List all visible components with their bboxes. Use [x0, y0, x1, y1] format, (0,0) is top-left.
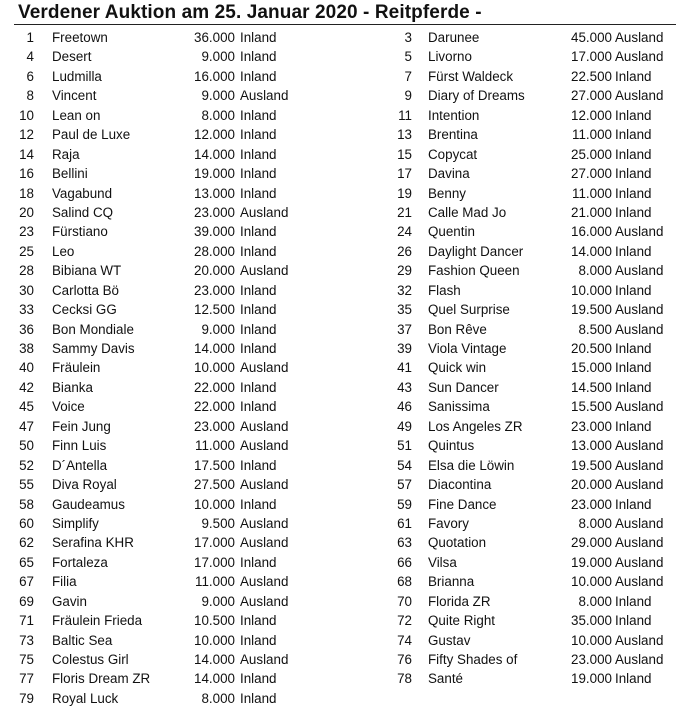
horse-name: Quentin: [428, 224, 475, 240]
horse-name: Bellini: [52, 166, 88, 182]
horse-name: Davina: [428, 166, 470, 182]
sale-price: 11.000: [195, 574, 235, 590]
lot-number: 6: [26, 68, 34, 84]
sale-price: 12.000: [571, 107, 612, 123]
horse-name: Fürst Waldeck: [428, 68, 514, 84]
destination: Inland: [240, 185, 277, 201]
horse-name: Fräulein: [52, 360, 101, 376]
horse-name: Fashion Queen: [428, 263, 520, 279]
destination: Ausland: [240, 204, 289, 220]
sale-price: 15.000: [571, 360, 612, 376]
lot-number: 69: [19, 593, 34, 609]
destination: Ausland: [615, 399, 664, 415]
lot-number: 38: [19, 341, 34, 356]
destination: Ausland: [615, 224, 664, 240]
sale-price: 21.000: [571, 204, 612, 220]
sale-price: 14.000: [194, 671, 235, 687]
horse-name: Vincent: [52, 88, 97, 104]
horse-name: Salind CQ: [52, 204, 114, 220]
destination: Inland: [240, 146, 277, 162]
lot-number: 15: [397, 146, 412, 162]
lot-number: 35: [397, 302, 412, 318]
destination: Inland: [240, 127, 277, 143]
sale-price: 9.000: [201, 321, 235, 337]
destination: Inland: [615, 282, 652, 298]
horse-name: Baltic Sea: [52, 632, 113, 648]
sale-price: 11.000: [572, 127, 612, 143]
destination: Inland: [240, 457, 277, 473]
lot-number: 63: [397, 535, 412, 551]
destination: Inland: [240, 613, 277, 629]
sale-price: 10.000: [194, 360, 235, 376]
horse-name: Floris Dream ZR: [52, 671, 151, 687]
horse-name: Raja: [52, 146, 80, 162]
lot-number: 12: [19, 127, 34, 143]
horse-name: Santé: [428, 671, 463, 687]
sale-price: 23.000: [194, 418, 235, 434]
sale-price: 12.000: [194, 127, 235, 143]
horse-name: Quel Surprise: [428, 302, 510, 318]
destination: Inland: [240, 68, 277, 84]
lot-number: 5: [404, 49, 412, 65]
lot-number: 62: [19, 535, 34, 551]
horse-name: Intention: [428, 107, 480, 123]
horse-name: Finn Luis: [52, 438, 107, 454]
lot-number: 21: [397, 204, 412, 220]
destination: Ausland: [615, 574, 664, 590]
horse-name: Viola Vintage: [428, 341, 507, 356]
sale-price: 20.500: [571, 341, 612, 356]
lot-number: 29: [397, 263, 412, 279]
horse-name: Ludmilla: [52, 68, 102, 84]
destination: Inland: [240, 224, 277, 240]
lot-number: 73: [19, 632, 34, 648]
sale-price: 19.000: [571, 671, 612, 687]
sale-price: 17.500: [194, 457, 235, 473]
horse-name: Diva Royal: [52, 477, 117, 493]
horse-name: Sun Dancer: [428, 379, 499, 395]
lot-number: 14: [19, 146, 34, 162]
destination: Inland: [615, 107, 652, 123]
sale-price: 14.000: [194, 652, 235, 667]
sale-price: 12.500: [194, 302, 235, 318]
sale-price: 10.500: [194, 613, 235, 629]
destination: Inland: [615, 185, 652, 201]
sale-price: 23.000: [571, 652, 612, 667]
title-underline: [14, 24, 676, 25]
destination: Inland: [240, 321, 277, 337]
destination: Inland: [615, 204, 652, 220]
horse-name: Bon Rêve: [428, 321, 487, 337]
destination: Inland: [240, 302, 277, 318]
lot-number: 54: [397, 457, 412, 473]
sale-price: 14.000: [194, 146, 235, 162]
horse-name: Desert: [52, 49, 92, 65]
destination: Inland: [240, 243, 277, 259]
horse-name: Quite Right: [428, 613, 495, 629]
lot-number: 1: [26, 30, 34, 45]
lot-number: 16: [19, 166, 34, 182]
destination: Inland: [240, 49, 277, 65]
destination: Ausland: [240, 593, 289, 609]
sale-price: 23.000: [571, 418, 612, 434]
destination: Inland: [615, 166, 652, 182]
destination: Inland: [615, 379, 652, 395]
sale-price: 10.000: [194, 632, 235, 648]
horse-name: Quotation: [428, 535, 487, 551]
sale-price: 22.500: [571, 68, 612, 84]
sale-price: 16.000: [571, 224, 612, 240]
destination: Ausland: [240, 515, 289, 531]
lot-number: 65: [19, 554, 34, 570]
destination: Ausland: [615, 477, 664, 493]
horse-name: Bon Mondiale: [52, 321, 134, 337]
sale-price: 27.500: [194, 477, 235, 493]
destination: Inland: [615, 496, 652, 512]
sale-price: 10.000: [571, 632, 612, 648]
destination: Ausland: [615, 535, 664, 551]
sale-price: 11.000: [572, 185, 612, 201]
sale-price: 23.000: [194, 204, 235, 220]
sale-price: 19.500: [571, 302, 612, 318]
destination: Ausland: [240, 438, 289, 454]
horse-name: Royal Luck: [52, 690, 119, 706]
lot-number: 26: [397, 243, 412, 259]
lot-number: 7: [404, 68, 412, 84]
lot-number: 47: [19, 418, 34, 434]
horse-name: Fürstiano: [52, 224, 108, 240]
sale-price: 17.000: [571, 49, 612, 65]
destination: Ausland: [615, 515, 664, 531]
horse-name: Flash: [428, 282, 461, 298]
sale-price: 9.500: [201, 515, 235, 531]
horse-name: Vagabund: [52, 185, 113, 201]
horse-name: Livorno: [428, 49, 472, 65]
lot-number: 17: [397, 166, 412, 182]
horse-name: Benny: [428, 185, 466, 201]
sale-price: 36.000: [194, 30, 235, 45]
lot-number: 76: [397, 652, 412, 667]
sale-price: 27.000: [571, 166, 612, 182]
sale-price: 9.000: [201, 593, 235, 609]
destination: Inland: [615, 146, 652, 162]
sale-price: 27.000: [571, 88, 612, 104]
sale-price: 35.000: [571, 613, 612, 629]
lot-number: 39: [397, 341, 412, 356]
destination: Ausland: [240, 360, 289, 376]
lot-number: 9: [404, 88, 412, 104]
destination: Ausland: [240, 263, 289, 279]
lot-number: 20: [19, 204, 34, 220]
horse-name: Daylight Dancer: [428, 243, 524, 259]
destination: Ausland: [240, 574, 289, 590]
horse-name: Freetown: [52, 30, 108, 45]
horse-name: Vilsa: [428, 554, 457, 570]
destination: Inland: [615, 593, 652, 609]
lot-number: 19: [397, 185, 412, 201]
horse-name: Los Angeles ZR: [428, 418, 523, 434]
sale-price: 17.000: [194, 535, 235, 551]
horse-name: Darunee: [428, 30, 480, 45]
destination: Ausland: [615, 263, 664, 279]
lot-number: 33: [19, 302, 34, 318]
sale-price: 15.500: [571, 399, 612, 415]
lot-number: 41: [397, 360, 412, 376]
sale-price: 10.000: [571, 282, 612, 298]
destination: Inland: [240, 107, 277, 123]
sale-price: 20.000: [194, 263, 235, 279]
lot-number: 66: [397, 554, 412, 570]
horse-name: Bibiana WT: [52, 263, 122, 279]
destination: Inland: [615, 613, 652, 629]
sale-price: 25.000: [571, 146, 612, 162]
horse-name: Diacontina: [428, 477, 492, 493]
horse-name: Diary of Dreams: [428, 88, 525, 104]
horse-name: Lean on: [52, 107, 101, 123]
horse-name: Sammy Davis: [52, 341, 135, 356]
destination: Ausland: [615, 554, 664, 570]
lot-number: 18: [19, 185, 34, 201]
lot-number: 42: [19, 379, 34, 395]
sale-price: 8.500: [578, 321, 612, 337]
sale-price: 10.000: [571, 574, 612, 590]
lot-number: 40: [19, 360, 34, 376]
sale-price: 19.000: [571, 554, 612, 570]
sale-price: 45.000: [571, 30, 612, 45]
sale-price: 23.000: [571, 496, 612, 512]
horse-name: Paul de Luxe: [52, 127, 131, 143]
destination: Ausland: [240, 652, 289, 667]
destination: Ausland: [615, 438, 664, 454]
sale-price: 16.000: [194, 68, 235, 84]
lot-number: 72: [397, 613, 412, 629]
lot-number: 70: [397, 593, 412, 609]
destination: Inland: [615, 360, 652, 376]
sale-price: 14.500: [571, 379, 612, 395]
sale-price: 17.000: [194, 554, 235, 570]
lot-number: 4: [26, 49, 34, 65]
horse-name: Gaudeamus: [52, 496, 125, 512]
horse-name: Quintus: [428, 438, 475, 454]
sale-price: 8.000: [578, 263, 612, 279]
destination: Ausland: [240, 88, 289, 104]
horse-name: Filia: [52, 574, 77, 590]
lot-number: 51: [397, 438, 412, 454]
horse-name: Elsa die Löwin: [428, 457, 515, 473]
horse-name: Gustav: [428, 632, 471, 648]
sale-price: 8.000: [201, 107, 235, 123]
lot-number: 78: [397, 671, 412, 687]
horse-name: Simplify: [52, 515, 99, 531]
destination: Inland: [240, 632, 277, 648]
destination: Inland: [615, 671, 652, 687]
destination: Inland: [240, 341, 277, 356]
lot-number: 74: [397, 632, 412, 648]
sale-price: 29.000: [571, 535, 612, 551]
destination: Ausland: [240, 535, 289, 551]
lot-number: 60: [19, 515, 34, 531]
sale-price: 22.000: [194, 399, 235, 415]
horse-name: Fine Dance: [428, 496, 497, 512]
lot-number: 45: [19, 399, 34, 415]
sale-price: 8.000: [201, 690, 235, 706]
lot-number: 79: [19, 690, 34, 706]
horse-name: Gavin: [52, 593, 87, 609]
destination: Ausland: [615, 302, 664, 318]
destination: Inland: [240, 554, 277, 570]
sale-price: 8.000: [578, 593, 612, 609]
sale-price: 13.000: [571, 438, 612, 454]
lot-number: 50: [19, 438, 34, 454]
lot-number: 67: [19, 574, 34, 590]
lot-number: 8: [26, 88, 34, 104]
destination: Ausland: [615, 632, 664, 648]
horse-name: Fräulein Frieda: [52, 613, 143, 629]
lot-number: 10: [19, 107, 34, 123]
page-title: Verdener Auktion am 25. Januar 2020 - Reitpferde -: [18, 2, 482, 23]
sale-price: 20.000: [571, 477, 612, 493]
lot-number: 3: [404, 30, 412, 45]
sale-price: 39.000: [194, 224, 235, 240]
destination: Ausland: [240, 477, 289, 493]
sale-price: 9.000: [201, 49, 235, 65]
horse-name: Calle Mad Jo: [428, 204, 507, 220]
lot-number: 24: [397, 224, 412, 240]
lot-number: 75: [19, 652, 34, 667]
lot-number: 43: [397, 379, 412, 395]
lot-number: 61: [397, 515, 412, 531]
destination: Inland: [240, 690, 277, 706]
lot-number: 13: [397, 127, 412, 143]
lot-number: 52: [19, 457, 34, 473]
sale-price: 19.000: [194, 166, 235, 182]
horse-name: Fein Jung: [52, 418, 111, 434]
destination: Inland: [615, 341, 652, 356]
sale-price: 28.000: [194, 243, 235, 259]
horse-name: Voice: [52, 399, 85, 415]
destination: Ausland: [615, 321, 664, 337]
sale-price: 14.000: [571, 243, 612, 259]
destination: Ausland: [615, 49, 664, 65]
lot-number: 46: [397, 399, 412, 415]
horse-name: Fortaleza: [52, 554, 108, 570]
lot-number: 49: [397, 418, 412, 434]
horse-name: Brianna: [428, 574, 475, 590]
horse-name: D´Antella: [52, 457, 108, 473]
horse-name: Quick win: [428, 360, 487, 376]
horse-name: Brentina: [428, 127, 478, 143]
destination: Inland: [615, 243, 652, 259]
lot-number: 77: [19, 671, 34, 687]
horse-name: Florida ZR: [428, 593, 491, 609]
lot-number: 59: [397, 496, 412, 512]
sale-price: 23.000: [194, 282, 235, 298]
horse-name: Favory: [428, 515, 469, 531]
destination: Inland: [240, 30, 277, 45]
horse-name: Bianka: [52, 379, 93, 395]
destination: Ausland: [615, 30, 664, 45]
sale-price: 22.000: [194, 379, 235, 395]
horse-name: Cecksi GG: [52, 302, 117, 318]
lot-number: 23: [19, 224, 34, 240]
destination: Inland: [240, 399, 277, 415]
horse-name: Copycat: [428, 146, 478, 162]
horse-name: Leo: [52, 243, 75, 259]
horse-name: Serafina KHR: [52, 535, 134, 551]
lot-number: 30: [19, 282, 34, 298]
sale-price: 14.000: [194, 341, 235, 356]
horse-name: Colestus Girl: [52, 652, 129, 667]
lot-number: 37: [397, 321, 412, 337]
lot-number: 71: [19, 613, 34, 629]
destination: Inland: [240, 379, 277, 395]
lot-number: 32: [397, 282, 412, 298]
destination: Inland: [240, 282, 277, 298]
horse-name: Fifty Shades of: [428, 652, 518, 667]
sale-price: 9.000: [201, 88, 235, 104]
destination: Ausland: [615, 652, 664, 667]
destination: Ausland: [615, 88, 664, 104]
lot-number: 58: [19, 496, 34, 512]
destination: Inland: [240, 496, 277, 512]
destination: Inland: [615, 68, 652, 84]
lot-number: 11: [398, 107, 412, 123]
sale-price: 13.000: [194, 185, 235, 201]
destination: Inland: [615, 418, 652, 434]
destination: Inland: [615, 127, 652, 143]
destination: Ausland: [240, 418, 289, 434]
destination: Ausland: [615, 457, 664, 473]
sale-price: 11.000: [195, 438, 235, 454]
lot-number: 68: [397, 574, 412, 590]
lot-number: 25: [19, 243, 34, 259]
lot-number: 36: [19, 321, 34, 337]
sale-price: 19.500: [571, 457, 612, 473]
lot-number: 57: [397, 477, 412, 493]
horse-name: Sanissima: [428, 399, 490, 415]
sale-price: 10.000: [194, 496, 235, 512]
destination: Inland: [240, 166, 277, 182]
destination: Inland: [240, 671, 277, 687]
horse-name: Carlotta Bö: [52, 282, 119, 298]
sale-price: 8.000: [578, 515, 612, 531]
lot-number: 28: [19, 263, 34, 279]
lot-number: 55: [19, 477, 34, 493]
